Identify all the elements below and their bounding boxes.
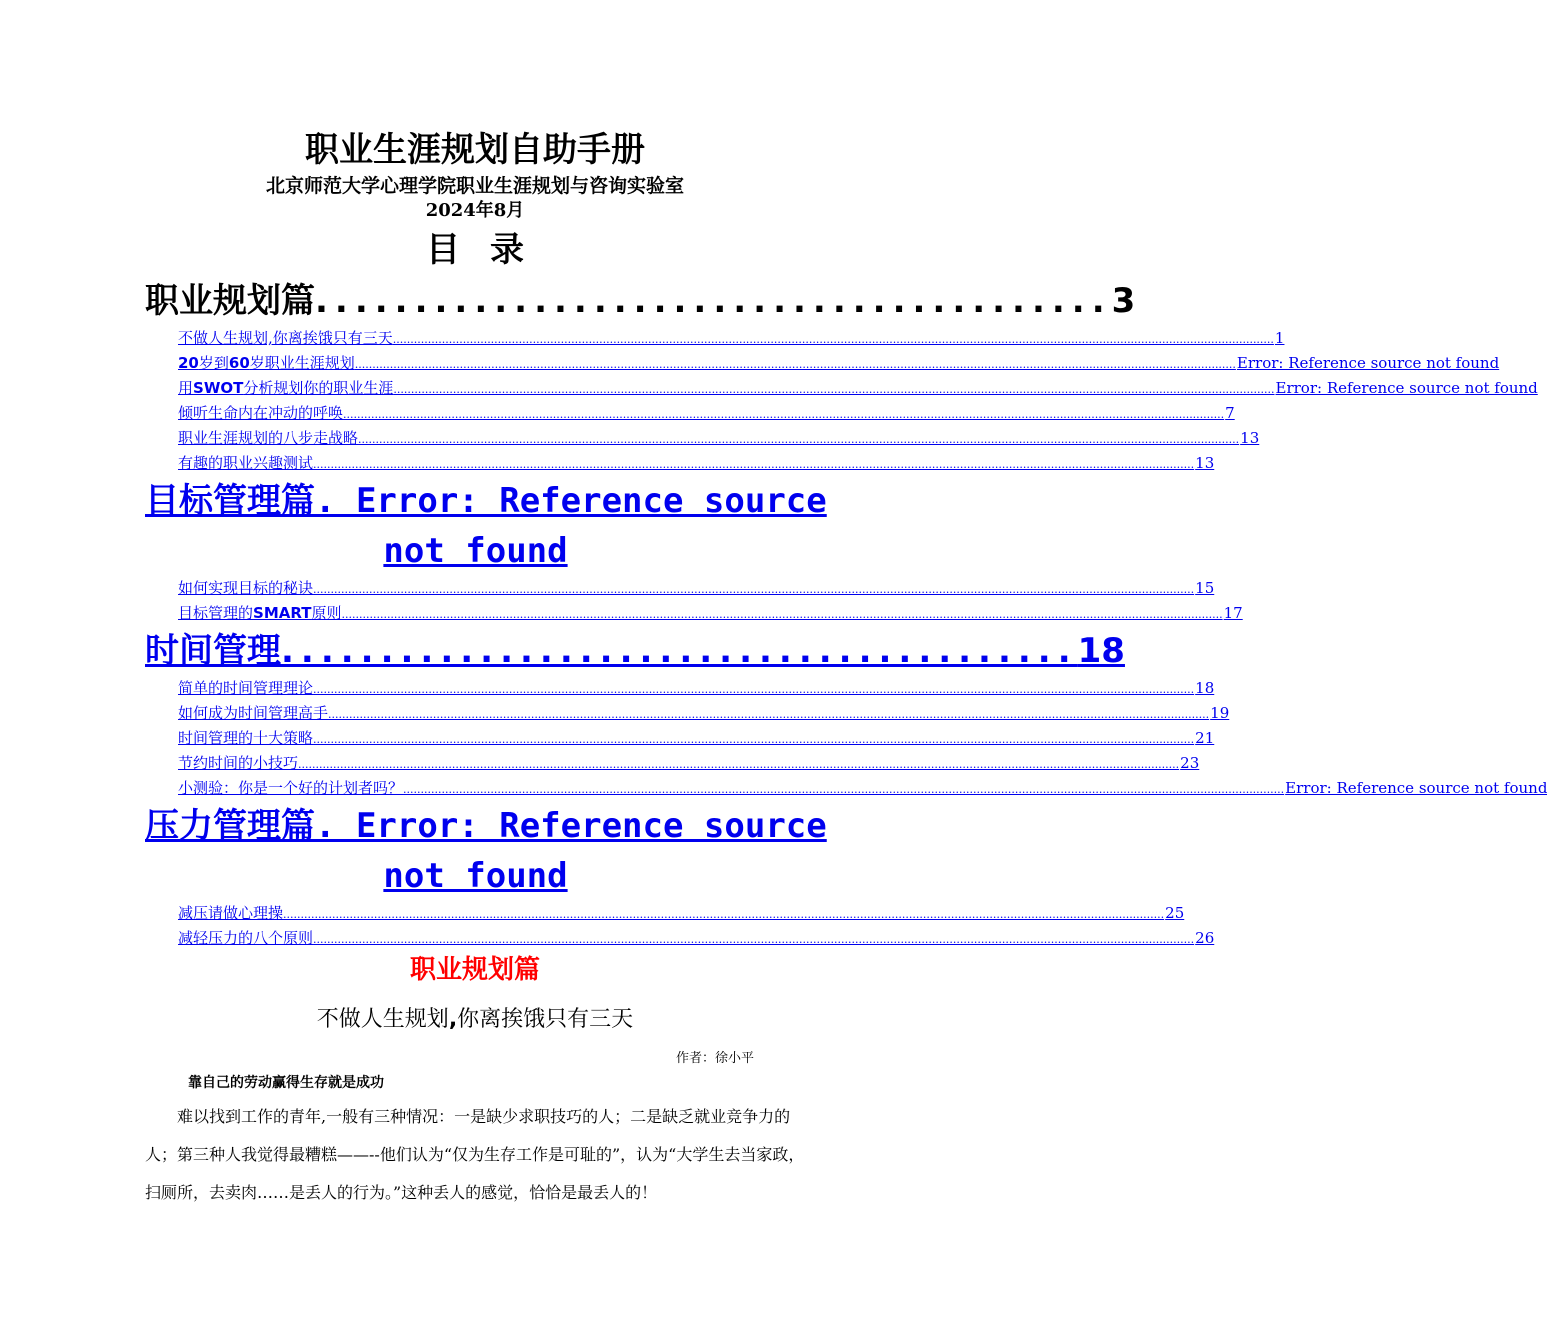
toc-entry[interactable] [178,326,1285,351]
toc-entry[interactable] [178,776,1547,801]
toc-dots: ............................................................................................................................................................................................................................................................ [313,933,1195,946]
toc-dots: ............................................................................................................................................................................................................................................................ [313,583,1195,596]
toc-part-page: 3 [1111,281,1136,321]
toc-heading: 目录 [426,230,554,270]
toc-entry-page: 19 [1210,704,1230,722]
toc-entry-page: 13 [1240,429,1260,447]
toc-dots: ............................................................................................................................................................................................................................................................ [393,383,1275,396]
toc-dots: ............................................................................................................................................................................................................................................................ [328,708,1210,721]
toc-dots: ............................................................................................................................................................................................................................................................ [313,683,1195,696]
toc-part-label: 时间管理 [145,631,281,671]
toc-entry[interactable] [178,426,1260,451]
document-title: 职业生涯规划自助手册 [305,130,645,170]
toc-entry-page: 18 [1195,679,1215,697]
toc-entry[interactable] [178,601,1243,626]
toc-entry[interactable] [178,451,1215,476]
toc-entry[interactable] [178,726,1215,751]
document-date: 2024年8月 [425,200,525,221]
toc-entry-page: 1 [1274,329,1285,347]
toc-entry-label: 目标管理的SMART原则 [178,604,342,622]
toc-dots: ............................................................................................................................................................................................................................................................ [313,733,1195,746]
toc-entry-page: 21 [1195,729,1215,747]
toc-entry-page: 7 [1225,404,1235,422]
toc-entry-label: 用SWOT分析规划你的职业生涯 [178,379,394,397]
toc-entry-label: 简单的时间管理理论 [178,679,314,697]
toc-part-ref-error: . Error: Reference source [315,806,827,846]
toc-entry-label: 如何成为时间管理高手 [178,704,329,722]
toc-dots: ............................................................................................................................................................................................................................................................ [313,458,1195,471]
toc-entry[interactable] [178,751,1200,776]
toc-entry[interactable] [178,901,1185,926]
toc-entry[interactable] [178,401,1235,426]
toc-dots: ............................................................................................................................................................................................................................................................ [392,333,1274,346]
toc-entry-page: 17 [1223,604,1243,622]
toc-part-stress-management[interactable] [145,801,827,901]
toc-entry-page: Error: Reference source not found [1236,354,1500,372]
toc-entry-label: 不做人生规划,你离挨饿只有三天 [178,329,393,347]
document-subtitle: 北京师范大学心理学院职业生涯规划与咨询实验室 [265,175,684,197]
toc-entry[interactable] [178,351,1500,376]
toc-entry[interactable] [178,576,1215,601]
section-heading: 职业规划篇 [409,955,540,985]
toc-entry-label: 倾听生命内在冲动的呼唤 [178,404,344,422]
toc-dots: ............................................................................................................................................................................................................................................................ [341,608,1223,621]
toc-leader: ........................................ [281,631,1078,671]
toc-entry-page: 26 [1195,929,1215,947]
toc-leader: ........................................ [315,281,1112,321]
toc-entry-page: 15 [1195,579,1215,597]
toc-dots: ............................................................................................................................................................................................................................................................ [283,908,1165,921]
toc-part-ref-error-cont: not found [383,856,568,896]
toc-part-label: 目标管理篇 [145,481,315,521]
article-paragraph: 难以找到工作的青年,一般有三种情况：一是缺少求职技巧的人；二是缺乏就业竞争力的人；第三种人我觉得最糟糕——--他们认为“仅为生存工作是可耻的”，认为“大学生去当家政，扫厕所，去卖肉……是丢人的行为。”这种丢人的感觉，恰恰是最丢人的！ [145,1107,805,1202]
toc-part-label: 压力管理篇 [145,806,315,846]
article-author: 作者：徐小平 [676,1051,755,1066]
toc-entry-page: Error: Reference source not found [1275,379,1538,397]
toc-part-ref-error-cont: not found [383,531,568,571]
toc-entry-label: 时间管理的十大策略 [178,729,314,747]
toc-entry[interactable] [178,376,1538,401]
toc-part-career-planning[interactable] [145,276,1136,326]
toc-entry-label: 20岁到60岁职业生涯规划 [178,354,355,372]
toc-entry-label: 有趣的职业兴趣测试 [178,454,314,472]
toc-dots: ............................................................................................................................................................................................................................................................ [403,783,1285,796]
toc-entry-label: 如何实现目标的秘诀 [178,579,314,597]
toc-entry[interactable] [178,676,1215,701]
toc-entry-page: 25 [1165,904,1185,922]
toc-part-page: 18 [1077,631,1125,671]
toc-entry-label: 减压请做心理操 [178,904,284,922]
toc-dots: ............................................................................................................................................................................................................................................................ [358,433,1240,446]
article-title: 不做人生规划,你离挨饿只有三天 [316,1007,634,1032]
toc-part-label: 职业规划篇 [145,281,315,321]
toc-part-goal-management[interactable] [145,476,827,576]
table-of-contents [145,276,1547,951]
toc-dots: ............................................................................................................................................................................................................................................................ [354,358,1236,371]
toc-dots: ............................................................................................................................................................................................................................................................ [298,758,1180,771]
toc-part-time-management[interactable] [145,626,1125,676]
toc-entry-page: Error: Reference source not found [1285,779,1547,797]
toc-entry-page: 23 [1180,754,1200,772]
toc-entry-label: 小测验：你是一个好的计划者吗？ [178,779,404,797]
toc-entry-label: 节约时间的小技巧 [178,754,299,772]
toc-entry-label: 职业生涯规划的八步走战略 [178,429,359,447]
toc-dots: ............................................................................................................................................................................................................................................................ [343,408,1225,421]
toc-part-ref-error: . Error: Reference source [315,481,827,521]
article-lead: 靠自己的劳动赢得生存就是成功 [188,1075,384,1091]
toc-entry-label: 减轻压力的八个原则 [178,929,314,947]
toc-entry-page: 13 [1195,454,1215,472]
toc-entry[interactable] [178,701,1230,726]
toc-entry[interactable] [178,926,1215,951]
